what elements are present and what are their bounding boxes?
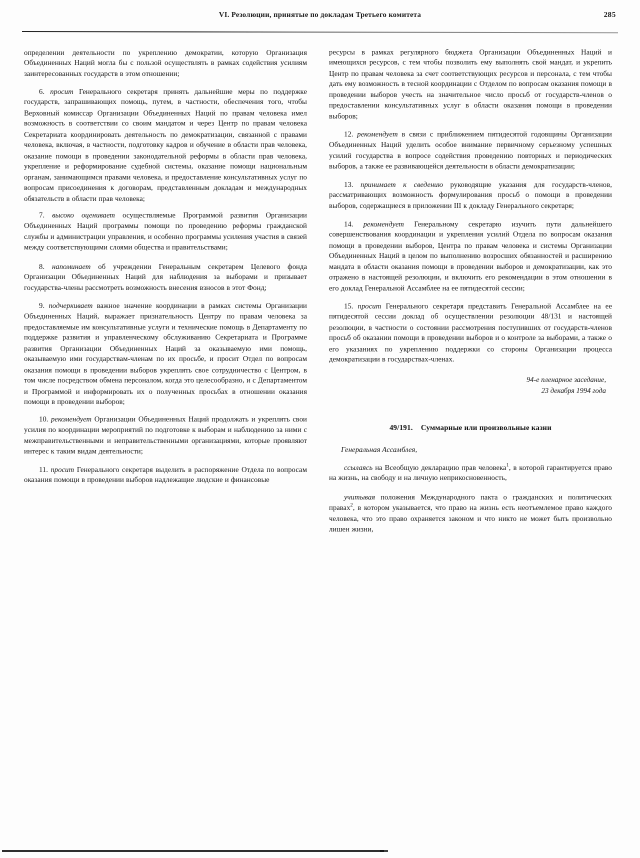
running-header <box>0 10 640 32</box>
chapter-numeral: VI. <box>218 9 230 20</box>
header-title-text: Резолюции, принятые по докладам Третьего комитета <box>231 9 422 20</box>
footnote-marker: 2 <box>350 502 353 509</box>
paragraph-text: об учреждении Генеральным секретарем Целевого фонда Организации Объединенных Наций для наблюдения за выборами и призывает государства-члены рассмотреть возможность внесения взносов в этот Фонд; <box>24 261 307 292</box>
paragraph-number: 10. <box>39 414 49 424</box>
paragraph-number: 14. <box>344 219 354 229</box>
page-number: 285 <box>603 10 616 19</box>
paragraph-number: 6. <box>39 86 45 96</box>
paragraph-lead-verb: принимает к сведению <box>360 179 444 189</box>
paragraph-13 <box>329 180 612 212</box>
paragraph-7 <box>24 211 307 254</box>
paragraph-10 <box>24 414 307 457</box>
paragraph-text: Генерального секретаря принять дальнейшие меры по поддержке государств, запрашивающих помощь, путем, в частности, обеспечения того, чтобы Верховный комиссар Организации Объединенных Наций по правам человека имел возможность в соответствии со своим мандатом и через Центр по правам человека Секретариата координировать деятельность по демократизации, связанной с правами человека, включая, в частности, подготовку кадров и обучение в области прав человека, оказание помощи в проведении законодательной реформы в области прав человека, укрепление и реформирование судебной системы, оказание помощи национальным органам, занимающимся правами человека, и предоставление консультативных услуг по вопросам присоединения к договорам, представленным докладам и международных обязательств в области прав человека; <box>24 86 307 203</box>
two-column-body <box>0 48 640 788</box>
paragraph-continuation <box>24 48 307 80</box>
preamble-lead-verb: учитывая <box>344 492 376 502</box>
paragraph-number: 8. <box>39 261 45 271</box>
paragraph-text: определении деятельности по укреплению демократии, которую Организация Объединенных Наций могла бы с пользой осуществлять в рамках содействия усилиям заинтересованных государств в этом отношении; <box>24 47 307 79</box>
header-title-line <box>0 10 640 19</box>
paragraph-text: Организации Объединенных Наций продолжать и укреплять свои усилия по координации мероприятий по подготовке к выборам и наблюдению за ними с межправительственными и неправительственными организациями, которые проявляют интерес к таким видам деятельности; <box>24 414 307 456</box>
scan-edge-artifact-secondary <box>380 850 388 852</box>
resolution-title: Суммарные или произвольные казни <box>420 423 552 433</box>
paragraph-continuation <box>329 47 612 122</box>
paragraph-text: Генерального секретаря выделить в распоряжение Отдела по вопросам оказания помощи в проведении выборов надлежащие людские и финансовые <box>24 464 307 485</box>
preamble-text: на Всеобщую декларацию прав человека <box>375 463 507 473</box>
resolution-heading <box>329 423 612 432</box>
paragraph-number: 15. <box>344 300 354 311</box>
paragraph-lead-verb: рекомендует <box>363 219 404 229</box>
paragraph-lead-verb: напоминает <box>51 261 91 271</box>
preamble-clause-1 <box>329 463 612 484</box>
paragraph-11 <box>24 465 307 486</box>
paragraph-text: осуществляемые Программой развития Организации Объединенных Наций программы помощи по проведению реформы гражданской службы и администрации управления, и особенно программы усиления участия в связей между соответствующими слоями общества и правительствами; <box>24 210 307 253</box>
paragraph-8 <box>24 261 307 293</box>
paragraph-text: в связи с приближением пятидесятой годовщины Организации Объединенных Наций уделить особое внимание первичному серьезному успешных усилий государства в вопросе содействия проведению повторных и периодических выборов, а также ее развивающейся деятельности в области демократизации; <box>329 129 612 171</box>
meeting-attribution <box>329 375 612 396</box>
paragraph-lead-verb: высоко оценивает <box>52 210 116 221</box>
paragraph-9 <box>24 300 307 407</box>
meeting-session: 94-е пленарное заседание, <box>526 376 606 385</box>
paragraph-text: ресурсы в рамках регулярного бюджета Организации Объединенных Наций и имеющихся ресурсов, с тем чтобы позволить ему выполнять свой мандат, и укрепить Центр по правам человека за счет соответствующих ресурсов и персонала, с тем чтобы дать ему возможность в тесной координации с Отделом по вопросам оказания помощи в проведении выборов учесть на значительное число просьб от государств-членов о предоставлении консультативных услуг в области оказания помощи в проведении выборов; <box>329 47 612 121</box>
preamble-clause-2 <box>329 492 612 535</box>
paragraph-lead-verb: рекомендует <box>50 414 92 424</box>
paragraph-text: руководящие указания для государств-членов, рассматривающих возможность формулирования просьб о помощи в проведении выборов, содержащиеся в приложении III к докладу Генерального секретаря; <box>329 179 612 211</box>
issuing-organ: Генеральная Ассамблея, <box>341 445 418 455</box>
left-column <box>24 48 307 788</box>
paragraph-lead-verb: просит <box>357 300 382 311</box>
paragraph-15 <box>329 301 612 365</box>
paragraph-lead-verb: рекомендует <box>357 129 398 139</box>
preamble-tail: , в которой гарантируется право на жизнь, на свободу и на личную неприкосновенность, <box>329 463 612 484</box>
paragraph-text: Генерального секретаря представить Генеральной Ассамблее на ее пятидесятой сессии доклад об осуществлении резолюции 48/131 и настоящей резолюции, в частности о состоянии рассмотрения поступивших от государств-членов просьб об оказании помощи в проведении выборов и о контроле за выборами, а также о его указаниях по укреплению поддержки со стороны Организации процесса демократизации в государствах-членах. <box>329 300 612 364</box>
preamble-text: положения Международного пакта о гражданских и политических правах <box>329 492 612 513</box>
paragraph-lead-verb: подчеркивает <box>48 300 93 310</box>
paragraph-text: Генеральному секретарю изучить пути дальнейшего совершенствования координации и укрепления усилий Отдела по вопросам оказания помощи в проведении выборов, Центра по правам человека и системы Организации Объединенных Наций в целом по выполнению возросших обязанностей и расширению мандата в области оказания помощи в проведении выборов и демократизации, как это отражено в настоящей резолюции, и включить его рекомендации в этом отношении в его доклад Генеральной Ассамблее на ее пятидесятой сессии; <box>329 219 613 293</box>
paragraph-number: 12. <box>344 129 354 139</box>
paragraph-12 <box>329 129 612 172</box>
paragraph-number: 11. <box>39 464 48 474</box>
paragraph-number: 13. <box>344 179 354 189</box>
paragraph-number: 9. <box>39 300 45 310</box>
preamble-lead-verb: ссылаясь <box>344 463 373 473</box>
right-column <box>329 48 612 788</box>
footnote-marker: 1 <box>506 462 509 469</box>
header-rule <box>22 31 618 34</box>
paragraph-lead-verb: просит <box>50 464 75 474</box>
scan-edge-artifact <box>2 850 384 852</box>
paragraph-6 <box>24 87 307 204</box>
paragraph-lead-verb: просит <box>50 86 74 96</box>
preamble-tail: , в котором указывается, что право на жизнь есть неотъемлемое право каждого человека, что это право охраняется законом и что никто не может быть произвольно лишен жизни, <box>329 503 612 534</box>
meeting-date: 23 декабря 1994 года <box>541 386 606 395</box>
paragraph-text: важное значение координации в рамках системы Организации Объединенных Наций, выражает признательность Центру по правам человека за предоставляемые им консультативные услуги и технические помощь в Департаменту по поддержке развития и управленческому обслуживанию Секретариата и Программе развития Организации Объединенных Наций за оказываемую ими помощь, оказываемую ими государствам-членам по их просьбе, и просит Отдел по вопросам оказания помощи в проведении выборов укреплять свое сотрудничество с Центром, в том числе посредством обмена персоналом, когда это целесообразно, и с Департаментом и Программой и информировать их о полученных просьбах в отношении оказания помощи в проведении выборов; <box>24 300 307 406</box>
paragraph-number: 7. <box>39 210 45 221</box>
paragraph-14 <box>329 219 612 294</box>
resolution-number: 49/191. <box>389 423 413 433</box>
